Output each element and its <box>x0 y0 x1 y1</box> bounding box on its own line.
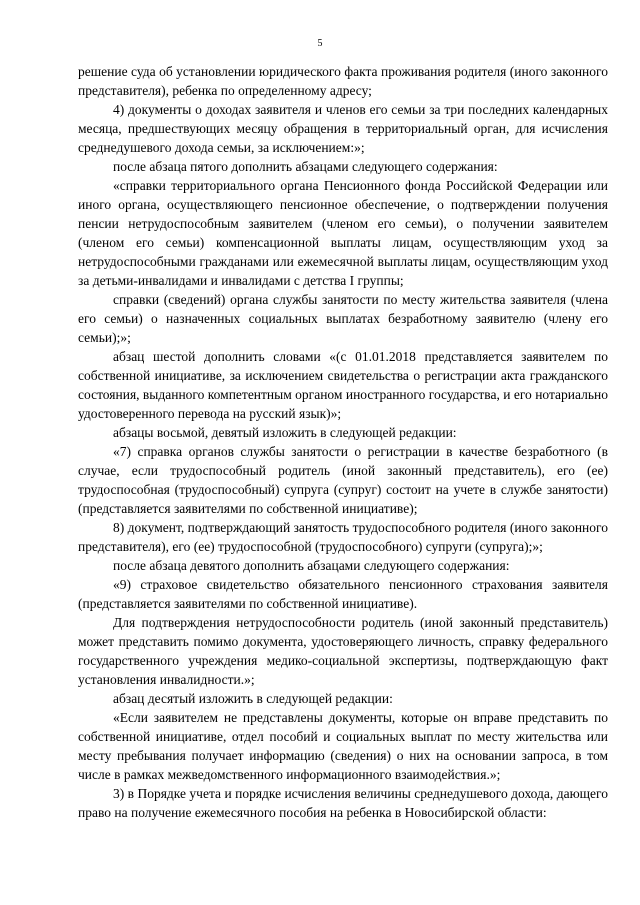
paragraph: «7) справка органов службы занятости о регистрации в качестве безработного (в случае, если трудоспособный родитель (иной законный представитель), его (ее) трудоспособная (трудоспособный) супруга (супруг) состоит на учете в службе занятости) (представляется заявителями по собственной инициативе); <box>78 444 608 516</box>
paragraph: Для подтверждения нетрудоспособности родитель (иной законный представитель) может представить помимо документа, удостоверяющего личность, справку федерального государственного учреждения медико-социальной экспертизы, подтверждающую факт установления инвалидности.»; <box>78 615 608 687</box>
paragraph: 8) документ, подтверждающий занятость трудоспособного родителя (иного законного представителя), его (ее) трудоспособной (трудоспособного) супруги (супруга);»; <box>78 520 608 554</box>
paragraph: «Если заявителем не представлены документы, которые он вправе представить по собственной инициативе, отдел пособий и социальных выплат по месту жительства или месту пребывания получает информацию (сведения) о них на основании запроса, в том числе в рамках межведомственного информационного взаимодействия.»; <box>78 710 608 782</box>
page-number: 5 <box>317 38 323 49</box>
paragraph: «9) страховое свидетельство обязательного пенсионного страхования заявителя (представляется заявителями по собственной инициативе). <box>78 577 608 611</box>
document-body <box>78 62 608 822</box>
paragraph: «справки территориального органа Пенсионного фонда Российской Федерации или иного органа, осуществляющего пенсионное обеспечение, о подтверждении получения пенсии нетрудоспособным заявителем (членом его семьи), о получении заявителем (членом его семьи) компенсационной выплаты лицам, осуществляющим уход за нетрудоспособными гражданами или ежемесячной выплаты лицам, осуществляющим уход за детьми-инвалидами и инвалидами с детства I группы; <box>78 178 608 288</box>
paragraph: после абзаца девятого дополнить абзацами следующего содержания: <box>113 558 510 573</box>
paragraph: после абзаца пятого дополнить абзацами следующего содержания: <box>113 159 498 174</box>
paragraph: 3) в Порядке учета и порядке исчисления величины среднедушевого дохода, дающего право на получение ежемесячного пособия на ребенка в Новосибирской области: <box>78 786 608 820</box>
paragraph: абзацы восьмой, девятый изложить в следующей редакции: <box>113 425 457 440</box>
paragraph: абзац десятый изложить в следующей редакции: <box>113 691 393 706</box>
paragraph: решение суда об установлении юридического факта проживания родителя (иного законного представителя), ребенка по определенному адресу; <box>78 64 608 98</box>
paragraph: 4) документы о доходах заявителя и членов его семьи за три последних календарных месяца, предшествующих месяцу обращения в территориальный орган, для исчисления среднедушевого дохода семьи, за исключением:»; <box>78 102 608 155</box>
paragraph: справки (сведений) органа службы занятости по месту жительства заявителя (члена его семьи) о назначенных социальных выплатах безработному заявителю (члену его семьи);»; <box>78 292 608 345</box>
paragraph: абзац шестой дополнить словами «(с 01.01.2018 представляется заявителем по собственной инициативе, за исключением свидетельства о регистрации акта гражданского состояния, выданного компетентным органом иностранного государства, и его нотариально удостоверенного перевода на русский язык)»; <box>78 349 608 421</box>
